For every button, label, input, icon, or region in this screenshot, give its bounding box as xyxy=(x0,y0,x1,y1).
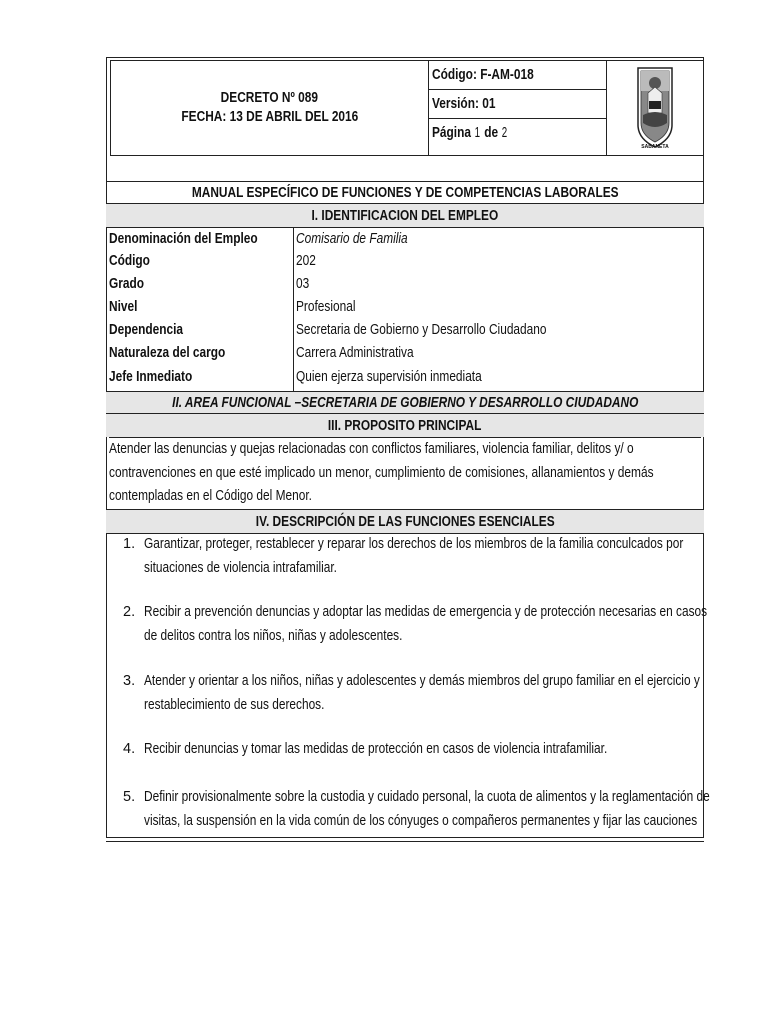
function-item xyxy=(123,533,703,580)
id-label: Grado xyxy=(109,276,145,292)
page-indicator xyxy=(429,119,606,155)
function-number: 5. xyxy=(123,789,136,805)
function-item xyxy=(123,738,703,762)
function-line: Recibir a prevención denuncias y adoptar las medidas de emergencia y de protección necesarias en casos xyxy=(144,604,708,620)
decree-number: DECRETO Nº 089 xyxy=(220,90,319,106)
document-code xyxy=(429,61,606,90)
page-total: 2 xyxy=(501,125,507,141)
function-number: 2. xyxy=(123,604,136,620)
id-label: Nivel xyxy=(109,299,138,315)
manual-title-text: MANUAL ESPECÍFICO DE FUNCIONES Y DE COMPETENCIAS LABORALES xyxy=(191,185,619,201)
function-item xyxy=(123,786,710,833)
id-label: Código xyxy=(109,253,150,269)
function-number: 3. xyxy=(123,673,136,689)
section-area-funcional xyxy=(106,391,704,413)
document-version xyxy=(429,90,606,119)
function-line: Garantizar, proteger, restablecer y reparar los derechos de los miembros de la familia conculcados por xyxy=(144,536,684,552)
function-number: 4. xyxy=(123,741,136,757)
page-of: de xyxy=(484,125,499,141)
logo-text: SABANETA xyxy=(641,144,669,150)
purpose-text xyxy=(109,437,701,509)
section-identification-header xyxy=(106,203,704,227)
function-item xyxy=(123,670,703,717)
purpose-line: contravenciones en que esté implicado un menor, cumplimiento de comisiones, allanamientos y demás xyxy=(109,464,654,481)
id-label: Jefe Inmediato xyxy=(109,369,193,385)
function-line: Definir provisionalmente sobre la custodia y cuidado personal, la cuota de alimentos y la reglamentación de xyxy=(144,789,710,805)
section-funciones-title: IV. DESCRIPCIÓN DE LAS FUNCIONES ESENCIALES xyxy=(255,514,555,530)
document-header xyxy=(110,60,704,156)
page-number: 1 xyxy=(474,125,480,141)
id-label: Naturaleza del cargo xyxy=(109,345,226,361)
function-line: Recibir denuncias y tomar las medidas de protección en casos de violencia intrafamiliar. xyxy=(144,741,608,757)
id-value: Carrera Administrativa xyxy=(296,345,414,361)
section-proposito-title: III. PROPOSITO PRINCIPAL xyxy=(328,418,482,434)
purpose-line: contempladas en el Código del Menor. xyxy=(109,488,312,504)
id-label: Dependencia xyxy=(109,322,184,338)
sabaneta-seal-logo xyxy=(635,65,675,151)
function-line: visitas, la suspensión en la vida común de los cónyuges o compañeros permanentes y fijar las cauciones xyxy=(144,812,698,829)
section-identification-title: I. IDENTIFICACION DEL EMPLEO xyxy=(311,208,499,224)
purpose-line: Atender las denuncias y quejas relacionadas con conflictos familiares, violencia familiar, delitos y/ o xyxy=(109,441,634,457)
id-row-naturaleza xyxy=(106,342,704,365)
section-area-funcional-title: II. AREA FUNCIONAL –SECRETARIA DE GOBIERNO Y DESARROLLO CIUDADANO xyxy=(171,395,639,411)
id-value: Profesional xyxy=(296,299,356,315)
section-proposito-header xyxy=(106,413,704,437)
id-value: 03 xyxy=(296,276,310,292)
id-value: Comisario de Familia xyxy=(296,231,408,247)
id-label: Denominación del Empleo xyxy=(109,231,258,247)
id-row-nivel xyxy=(106,296,704,319)
function-line: de delitos contra los niños, niñas y adolescentes. xyxy=(144,627,403,644)
section-funciones-header xyxy=(106,509,704,533)
id-row-codigo xyxy=(106,250,704,273)
function-item xyxy=(123,601,708,648)
id-value: Quien ejerza supervisión inmediata xyxy=(296,369,482,385)
function-number: 1. xyxy=(123,536,136,552)
id-row-grado xyxy=(106,273,704,296)
decree-date: FECHA: 13 DE ABRIL DEL 2016 xyxy=(181,109,358,125)
document-version-text: Versión: 01 xyxy=(432,96,496,112)
decree-cell xyxy=(111,61,429,155)
function-line: situaciones de violencia intrafamiliar. xyxy=(144,559,337,576)
logo-cell xyxy=(606,61,703,155)
id-value: 202 xyxy=(296,253,316,269)
id-row-dependencia xyxy=(106,319,704,342)
function-line: restablecimiento de sus derechos. xyxy=(144,696,325,713)
id-row-denominacion xyxy=(106,227,704,251)
id-row-jefe xyxy=(106,366,704,389)
function-line: Atender y orientar a los niños, niñas y adolescentes y demás miembros del grupo familiar en el ejercicio y xyxy=(144,673,700,689)
id-value: Secretaria de Gobierno y Desarrollo Ciudadano xyxy=(296,322,547,338)
manual-title xyxy=(106,181,704,203)
document-code-text: Código: F-AM-018 xyxy=(432,67,534,83)
page-word: Página xyxy=(432,125,471,141)
